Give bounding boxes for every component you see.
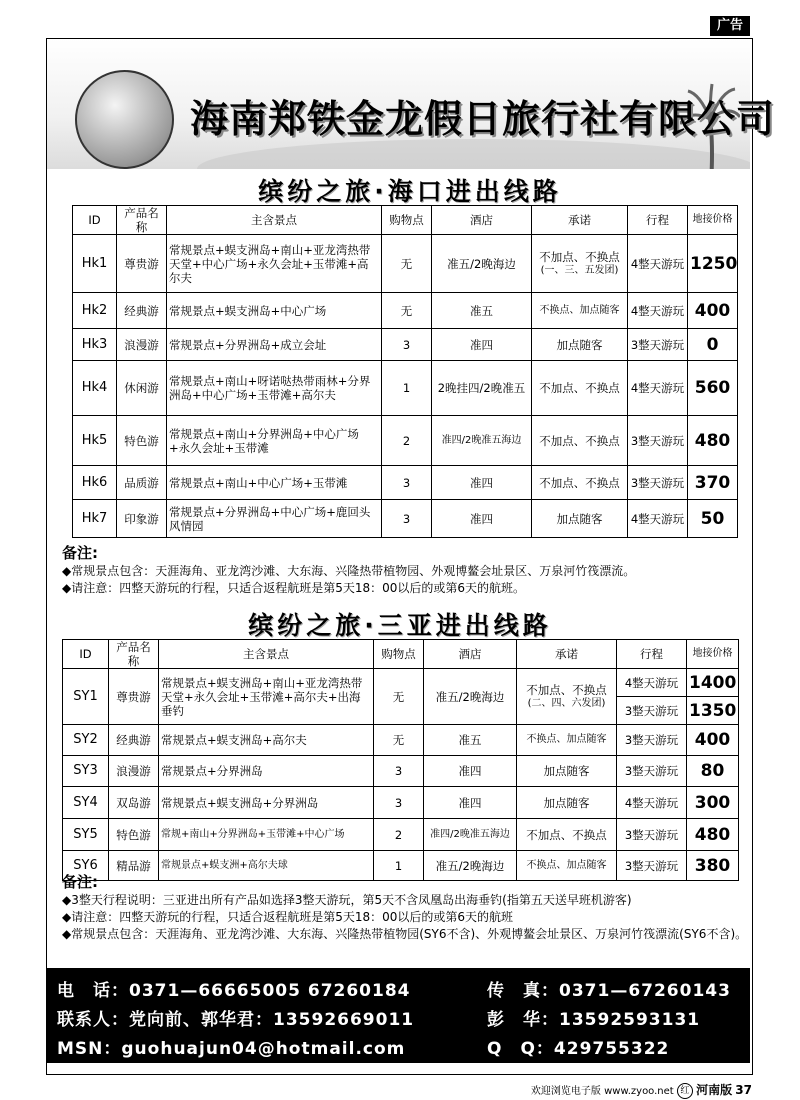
row-days: 4整天游玩 <box>617 669 687 697</box>
row-promise: 不换点、加点随客 <box>517 851 617 881</box>
row-hotel: 准四 <box>432 500 532 538</box>
row-promise: 加点随客 <box>517 787 617 819</box>
row-days: 4整天游玩 <box>628 361 688 416</box>
row-hotel: 准四 <box>424 787 517 819</box>
haikou-notes <box>62 543 635 597</box>
fax-row <box>487 976 731 1001</box>
col-header: 酒店 <box>424 640 517 669</box>
qq-label: Q Q： <box>487 1039 554 1059</box>
row-price: 0 <box>688 329 738 361</box>
row-name: 精品游 <box>109 851 159 881</box>
row-name: 尊贵游 <box>109 669 159 725</box>
row-price: 480 <box>688 416 738 466</box>
row-price: 480 <box>687 819 739 851</box>
col-header: 酒店 <box>432 206 532 235</box>
row-days: 3整天游玩 <box>628 466 688 500</box>
phone-label: 电 话： <box>57 981 129 1001</box>
row-days: 3整天游玩 <box>617 697 687 725</box>
row-shop: 3 <box>382 500 432 538</box>
row-sights: 常规景点+蜈支洲岛+南山+亚龙湾热带天堂+永久会址+玉带滩+高尔夫+出海垂钓 <box>159 669 374 725</box>
note-line: ◆请注意：四整天游玩的行程，只适合返程航班是第5天18：00以后的或第6天的航班 <box>62 910 514 924</box>
msn-label: MSN： <box>57 1039 122 1059</box>
row-sights: 常规景点+蜈支洲+高尔夫球 <box>159 851 374 881</box>
phone-value: 0371—66665005 67260184 <box>129 981 411 1001</box>
row-promise: 不加点、不换点 <box>532 361 628 416</box>
row-shop: 3 <box>374 787 424 819</box>
row-days: 4整天游玩 <box>628 500 688 538</box>
col-header: 产品名称 <box>109 640 159 669</box>
haikou-route-title: 缤纷之旅·海口进出线路 <box>258 177 562 206</box>
page-footer <box>531 1081 752 1099</box>
row-shop: 3 <box>382 329 432 361</box>
table-row <box>73 416 738 466</box>
msn-row <box>57 1034 405 1059</box>
globe-logo-icon <box>75 70 174 169</box>
row-shop: 无 <box>382 293 432 329</box>
sanya-header-row <box>63 640 739 669</box>
row-name: 浪漫游 <box>117 329 167 361</box>
notes-heading: 备注: <box>62 544 98 562</box>
row-id: Hk1 <box>73 235 117 293</box>
row-id: SY3 <box>63 756 109 787</box>
row-days: 4整天游玩 <box>617 787 687 819</box>
row-promise <box>517 669 617 725</box>
row-shop: 1 <box>382 361 432 416</box>
col-header: 承诺 <box>517 640 617 669</box>
row-hotel: 准五 <box>424 725 517 756</box>
row-name: 特色游 <box>117 416 167 466</box>
table-row <box>63 725 739 756</box>
table-row <box>73 293 738 329</box>
row-hotel: 准五/2晚海边 <box>424 851 517 881</box>
qq-value: 429755322 <box>553 1039 670 1059</box>
contact-person2-value: 13592593131 <box>559 1010 701 1030</box>
table-row <box>63 669 739 697</box>
haikou-header-row <box>73 206 738 235</box>
row-price: 400 <box>687 725 739 756</box>
promise-text: 不加点、不换点 <box>526 682 607 697</box>
row-promise: 不加点、不换点 <box>517 819 617 851</box>
row-id: Hk3 <box>73 329 117 361</box>
row-days: 3整天游玩 <box>617 819 687 851</box>
row-shop: 2 <box>382 416 432 466</box>
row-promise <box>532 235 628 293</box>
row-price: 1400 <box>687 669 739 697</box>
row-sights: 常规景点+分界洲岛 <box>159 756 374 787</box>
page-number: 37 <box>735 1083 752 1097</box>
table-row <box>63 756 739 787</box>
table-row <box>73 235 738 293</box>
row-name: 经典游 <box>109 725 159 756</box>
row-shop: 无 <box>382 235 432 293</box>
row-sights: 常规景点+蜈支洲岛+分界洲岛 <box>159 787 374 819</box>
row-name: 品质游 <box>117 466 167 500</box>
col-header: ID <box>63 640 109 669</box>
row-days: 3整天游玩 <box>617 725 687 756</box>
note-line: ◆3整天行程说明：三亚进出所有产品如选择3整天游玩，第5天不含凤凰岛出海垂钓(指第五天送早班机游客) <box>62 893 632 907</box>
hills-decoration <box>197 139 750 169</box>
col-header: 地接价格 <box>687 640 739 669</box>
row-shop: 3 <box>374 756 424 787</box>
row-price: 50 <box>688 500 738 538</box>
col-header: 行程 <box>617 640 687 669</box>
col-header: ID <box>73 206 117 235</box>
table-row <box>73 466 738 500</box>
row-hotel: 准四/2晚准五海边 <box>432 416 532 466</box>
row-hotel: 准五/2晚海边 <box>432 235 532 293</box>
col-header: 购物点 <box>382 206 432 235</box>
footer-edition: 河南版 <box>696 1083 733 1097</box>
row-name: 尊贵游 <box>117 235 167 293</box>
row-sights: 常规景点+蜈支洲岛+南山+亚龙湾热带天堂+中心广场+永久会址+玉带滩+高尔夫 <box>167 235 382 293</box>
msn-value: guohuajun04@hotmail.com <box>121 1039 406 1059</box>
row-name: 经典游 <box>117 293 167 329</box>
row-sights: 常规景点+南山+分界洲岛+中心广场+永久会址+玉带滩 <box>167 416 382 466</box>
table-row <box>73 500 738 538</box>
row-name: 特色游 <box>109 819 159 851</box>
row-promise: 不加点、不换点 <box>532 416 628 466</box>
row-id: Hk4 <box>73 361 117 416</box>
footer-site-text: 欢迎浏览电子版 www.zyoo.net <box>530 1086 674 1097</box>
qq-row <box>487 1034 669 1059</box>
row-days: 3整天游玩 <box>628 329 688 361</box>
row-shop: 无 <box>374 669 424 725</box>
notes-heading: 备注: <box>62 873 98 891</box>
col-header: 产品名称 <box>117 206 167 235</box>
table-row <box>73 329 738 361</box>
row-name: 印象游 <box>117 500 167 538</box>
row-shop: 2 <box>374 819 424 851</box>
row-id: SY1 <box>63 669 109 725</box>
note-line: ◆请注意：四整天游玩的行程，只适合返程航班是第5天18：00以后的或第6天的航班。 <box>62 581 526 595</box>
row-id: SY5 <box>63 819 109 851</box>
row-price: 560 <box>688 361 738 416</box>
note-line: ◆常规景点包含：天涯海角、亚龙湾沙滩、大东海、兴隆热带植物园、外观博鳌会址景区、万泉河竹筏漂流。 <box>62 564 636 578</box>
row-id: SY6 <box>63 851 109 881</box>
contact-block <box>47 968 750 1063</box>
row-price: 300 <box>687 787 739 819</box>
row-sights: 常规景点+分界洲岛+成立会址 <box>167 329 382 361</box>
row-days: 3整天游玩 <box>617 756 687 787</box>
promise-note: (二、四、六发团) <box>527 697 606 709</box>
row-hotel: 准四 <box>424 756 517 787</box>
row-sights: 常规景点+分界洲岛+中心广场+鹿回头风情园 <box>167 500 382 538</box>
col-header: 承诺 <box>532 206 628 235</box>
row-hotel: 准四 <box>432 466 532 500</box>
sanya-table <box>62 639 739 881</box>
row-id: Hk2 <box>73 293 117 329</box>
row-hotel: 准五/2晚海边 <box>424 669 517 725</box>
ad-tag: 广告 <box>710 16 750 36</box>
row-promise: 加点随客 <box>532 329 628 361</box>
row-name: 浪漫游 <box>109 756 159 787</box>
fax-label: 传 真： <box>487 981 559 1001</box>
row-shop: 3 <box>382 466 432 500</box>
row-hotel: 准四/2晚准五海边 <box>424 819 517 851</box>
row-id: Hk6 <box>73 466 117 500</box>
row-sights: 常规景点+南山+呀诺哒热带雨林+分界洲岛+中心广场+玉带滩+高尔夫 <box>167 361 382 416</box>
row-sights: 常规+南山+分界洲岛+玉带滩+中心广场 <box>159 819 374 851</box>
row-days: 4整天游玩 <box>628 235 688 293</box>
row-promise: 加点随客 <box>517 756 617 787</box>
row-sights: 常规景点+南山+中心广场+玉带滩 <box>167 466 382 500</box>
col-header: 主含景点 <box>167 206 382 235</box>
row-hotel: 准四 <box>432 329 532 361</box>
contact-person-label: 联系人： <box>57 1010 129 1030</box>
row-id: Hk7 <box>73 500 117 538</box>
note-line: ◆常规景点包含：天涯海角、亚龙湾沙滩、大东海、兴隆热带植物园(SY6不含)、外观博鳌会址景区、万泉河竹筏漂流(SY6不含)。 <box>62 927 748 941</box>
phone-row <box>57 976 411 1001</box>
row-sights: 常规景点+蜈支洲岛+中心广场 <box>167 293 382 329</box>
promise-note: (一、三、五发团) <box>540 264 619 276</box>
row-days: 4整天游玩 <box>628 293 688 329</box>
row-hotel: 2晚挂四/2晚准五 <box>432 361 532 416</box>
row-shop: 无 <box>374 725 424 756</box>
contact-person-row <box>57 1005 414 1030</box>
row-id: SY2 <box>63 725 109 756</box>
edition-badge-icon: 红 <box>677 1083 693 1099</box>
row-sights: 常规景点+蜈支洲岛+高尔夫 <box>159 725 374 756</box>
row-id: SY4 <box>63 787 109 819</box>
sanya-route-title: 缤纷之旅·三亚进出线路 <box>248 611 552 640</box>
col-header: 主含景点 <box>159 640 374 669</box>
row-days: 3整天游玩 <box>617 851 687 881</box>
row-price: 80 <box>687 756 739 787</box>
row-promise: 加点随客 <box>532 500 628 538</box>
col-header: 地接价格 <box>688 206 738 235</box>
col-header: 购物点 <box>374 640 424 669</box>
row-promise: 不换点、加点随客 <box>517 725 617 756</box>
row-days: 3整天游玩 <box>628 416 688 466</box>
contact-person2-label: 彭 华： <box>487 1010 559 1030</box>
fax-value: 0371—67260143 <box>559 981 731 1001</box>
company-name: 海南郑铁金龙假日旅行社有限公司 <box>190 97 776 141</box>
row-name: 双岛游 <box>109 787 159 819</box>
row-name: 休闲游 <box>117 361 167 416</box>
contact-person-value: 党向前、郭华君：13592669011 <box>129 1010 415 1030</box>
row-price: 1250 <box>688 235 738 293</box>
row-price: 380 <box>687 851 739 881</box>
row-price: 370 <box>688 466 738 500</box>
table-row <box>63 819 739 851</box>
row-promise: 不换点、加点随客 <box>532 293 628 329</box>
promise-text: 不加点、不换点 <box>539 249 620 264</box>
row-hotel: 准五 <box>432 293 532 329</box>
row-promise: 不加点、不换点 <box>532 466 628 500</box>
col-header: 行程 <box>628 206 688 235</box>
row-shop: 1 <box>374 851 424 881</box>
haikou-table <box>72 205 738 538</box>
row-price: 400 <box>688 293 738 329</box>
table-row <box>73 361 738 416</box>
row-id: Hk5 <box>73 416 117 466</box>
row-price: 1350 <box>687 697 739 725</box>
table-row <box>63 787 739 819</box>
sanya-notes <box>62 872 752 943</box>
contact-person2-row <box>487 1005 700 1030</box>
